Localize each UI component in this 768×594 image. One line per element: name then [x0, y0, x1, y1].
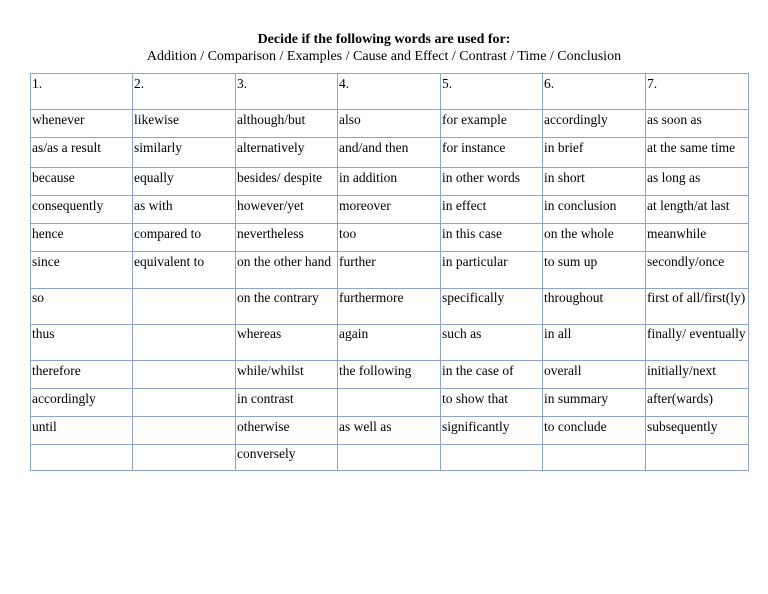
table-cell: until	[31, 417, 133, 445]
header-cell: 7.	[646, 74, 749, 110]
table-cell: further	[338, 252, 441, 289]
table-cell: although/but	[236, 110, 338, 138]
table-cell: overall	[543, 361, 646, 389]
table-row	[31, 168, 749, 196]
table-cell: in this case	[441, 224, 543, 252]
table-row	[31, 138, 749, 168]
table-cell: as soon as	[646, 110, 749, 138]
table-row	[31, 289, 749, 325]
table-cell: however/yet	[236, 196, 338, 224]
table-cell: as/as a result	[31, 138, 133, 168]
table-cell: because	[31, 168, 133, 196]
table-cell: secondly/once	[646, 252, 749, 289]
table-cell	[133, 361, 236, 389]
table-cell: in all	[543, 325, 646, 361]
table-cell: again	[338, 325, 441, 361]
table-cell: at the same time	[646, 138, 749, 168]
table-cell: accordingly	[543, 110, 646, 138]
table-cell: consequently	[31, 196, 133, 224]
header-cell: 5.	[441, 74, 543, 110]
table-cell: in other words	[441, 168, 543, 196]
table-cell: compared to	[133, 224, 236, 252]
table-row	[31, 445, 749, 471]
table-cell: so	[31, 289, 133, 325]
table-cell: to sum up	[543, 252, 646, 289]
table-cell: also	[338, 110, 441, 138]
table-cell: too	[338, 224, 441, 252]
table-cell	[338, 445, 441, 471]
table-cell: in short	[543, 168, 646, 196]
table-row	[31, 417, 749, 445]
table-cell: conversely	[236, 445, 338, 471]
table-cell: such as	[441, 325, 543, 361]
table-cell: whenever	[31, 110, 133, 138]
table-cell: accordingly	[31, 389, 133, 417]
header-cell: 3.	[236, 74, 338, 110]
table-cell: in the case of	[441, 361, 543, 389]
table-cell: at length/at last	[646, 196, 749, 224]
word-category-table	[30, 73, 749, 471]
table-cell: and/and then	[338, 138, 441, 168]
table-row	[31, 224, 749, 252]
table-row	[31, 325, 749, 361]
table-cell: in conclusion	[543, 196, 646, 224]
table-cell: for example	[441, 110, 543, 138]
table-row	[31, 389, 749, 417]
table-cell: moreover	[338, 196, 441, 224]
table-cell	[133, 417, 236, 445]
table-cell: therefore	[31, 361, 133, 389]
table-cell: as with	[133, 196, 236, 224]
table-cell: in addition	[338, 168, 441, 196]
table-cell: initially/next	[646, 361, 749, 389]
table-cell: nevertheless	[236, 224, 338, 252]
table-cell	[543, 445, 646, 471]
table-cell: equally	[133, 168, 236, 196]
table-cell	[133, 289, 236, 325]
page-title: Decide if the following words are used for:	[257, 32, 511, 47]
table-cell: in particular	[441, 252, 543, 289]
table-cell: as long as	[646, 168, 749, 196]
table-cell	[133, 325, 236, 361]
table-cell: similarly	[133, 138, 236, 168]
table-cell: since	[31, 252, 133, 289]
header-cell: 1.	[31, 74, 133, 110]
table-cell: otherwise	[236, 417, 338, 445]
table-cell: in summary	[543, 389, 646, 417]
table-row	[31, 110, 749, 138]
table-cell: for instance	[441, 138, 543, 168]
table-cell: finally/ eventually	[646, 325, 749, 361]
table-cell: in contrast	[236, 389, 338, 417]
table-cell: besides/ despite	[236, 168, 338, 196]
table-row	[31, 361, 749, 389]
table-cell: whereas	[236, 325, 338, 361]
table-header-row	[31, 74, 749, 110]
header-cell: 6.	[543, 74, 646, 110]
table-cell: on the whole	[543, 224, 646, 252]
table-row	[31, 252, 749, 289]
table-cell: to conclude	[543, 417, 646, 445]
header-cell: 4.	[338, 74, 441, 110]
page-subtitle: Addition / Comparison / Examples / Cause and Effect / Contrast / Time / Conclusion	[146, 49, 622, 64]
table-cell: equivalent to	[133, 252, 236, 289]
table-cell: on the contrary	[236, 289, 338, 325]
table-cell: significantly	[441, 417, 543, 445]
table-cell: on the other hand	[236, 252, 338, 289]
table-cell: the following	[338, 361, 441, 389]
table-cell: likewise	[133, 110, 236, 138]
table-cell	[133, 445, 236, 471]
table-cell: alternatively	[236, 138, 338, 168]
table-cell: first of all/first(ly)	[646, 289, 749, 325]
table-cell: to show that	[441, 389, 543, 417]
table-cell: in brief	[543, 138, 646, 168]
table-row	[31, 196, 749, 224]
table-cell: thus	[31, 325, 133, 361]
table-cell: while/whilst	[236, 361, 338, 389]
table-cell: throughout	[543, 289, 646, 325]
header-cell: 2.	[133, 74, 236, 110]
table-cell: hence	[31, 224, 133, 252]
table-cell: as well as	[338, 417, 441, 445]
table-cell	[338, 389, 441, 417]
table-cell	[133, 389, 236, 417]
table-cell	[646, 445, 749, 471]
table-cell	[31, 445, 133, 471]
table-cell: meanwhile	[646, 224, 749, 252]
table-cell: after(wards)	[646, 389, 749, 417]
table-cell: specifically	[441, 289, 543, 325]
table-cell: furthermore	[338, 289, 441, 325]
table-cell: in effect	[441, 196, 543, 224]
table-cell	[441, 445, 543, 471]
table-cell: subsequently	[646, 417, 749, 445]
